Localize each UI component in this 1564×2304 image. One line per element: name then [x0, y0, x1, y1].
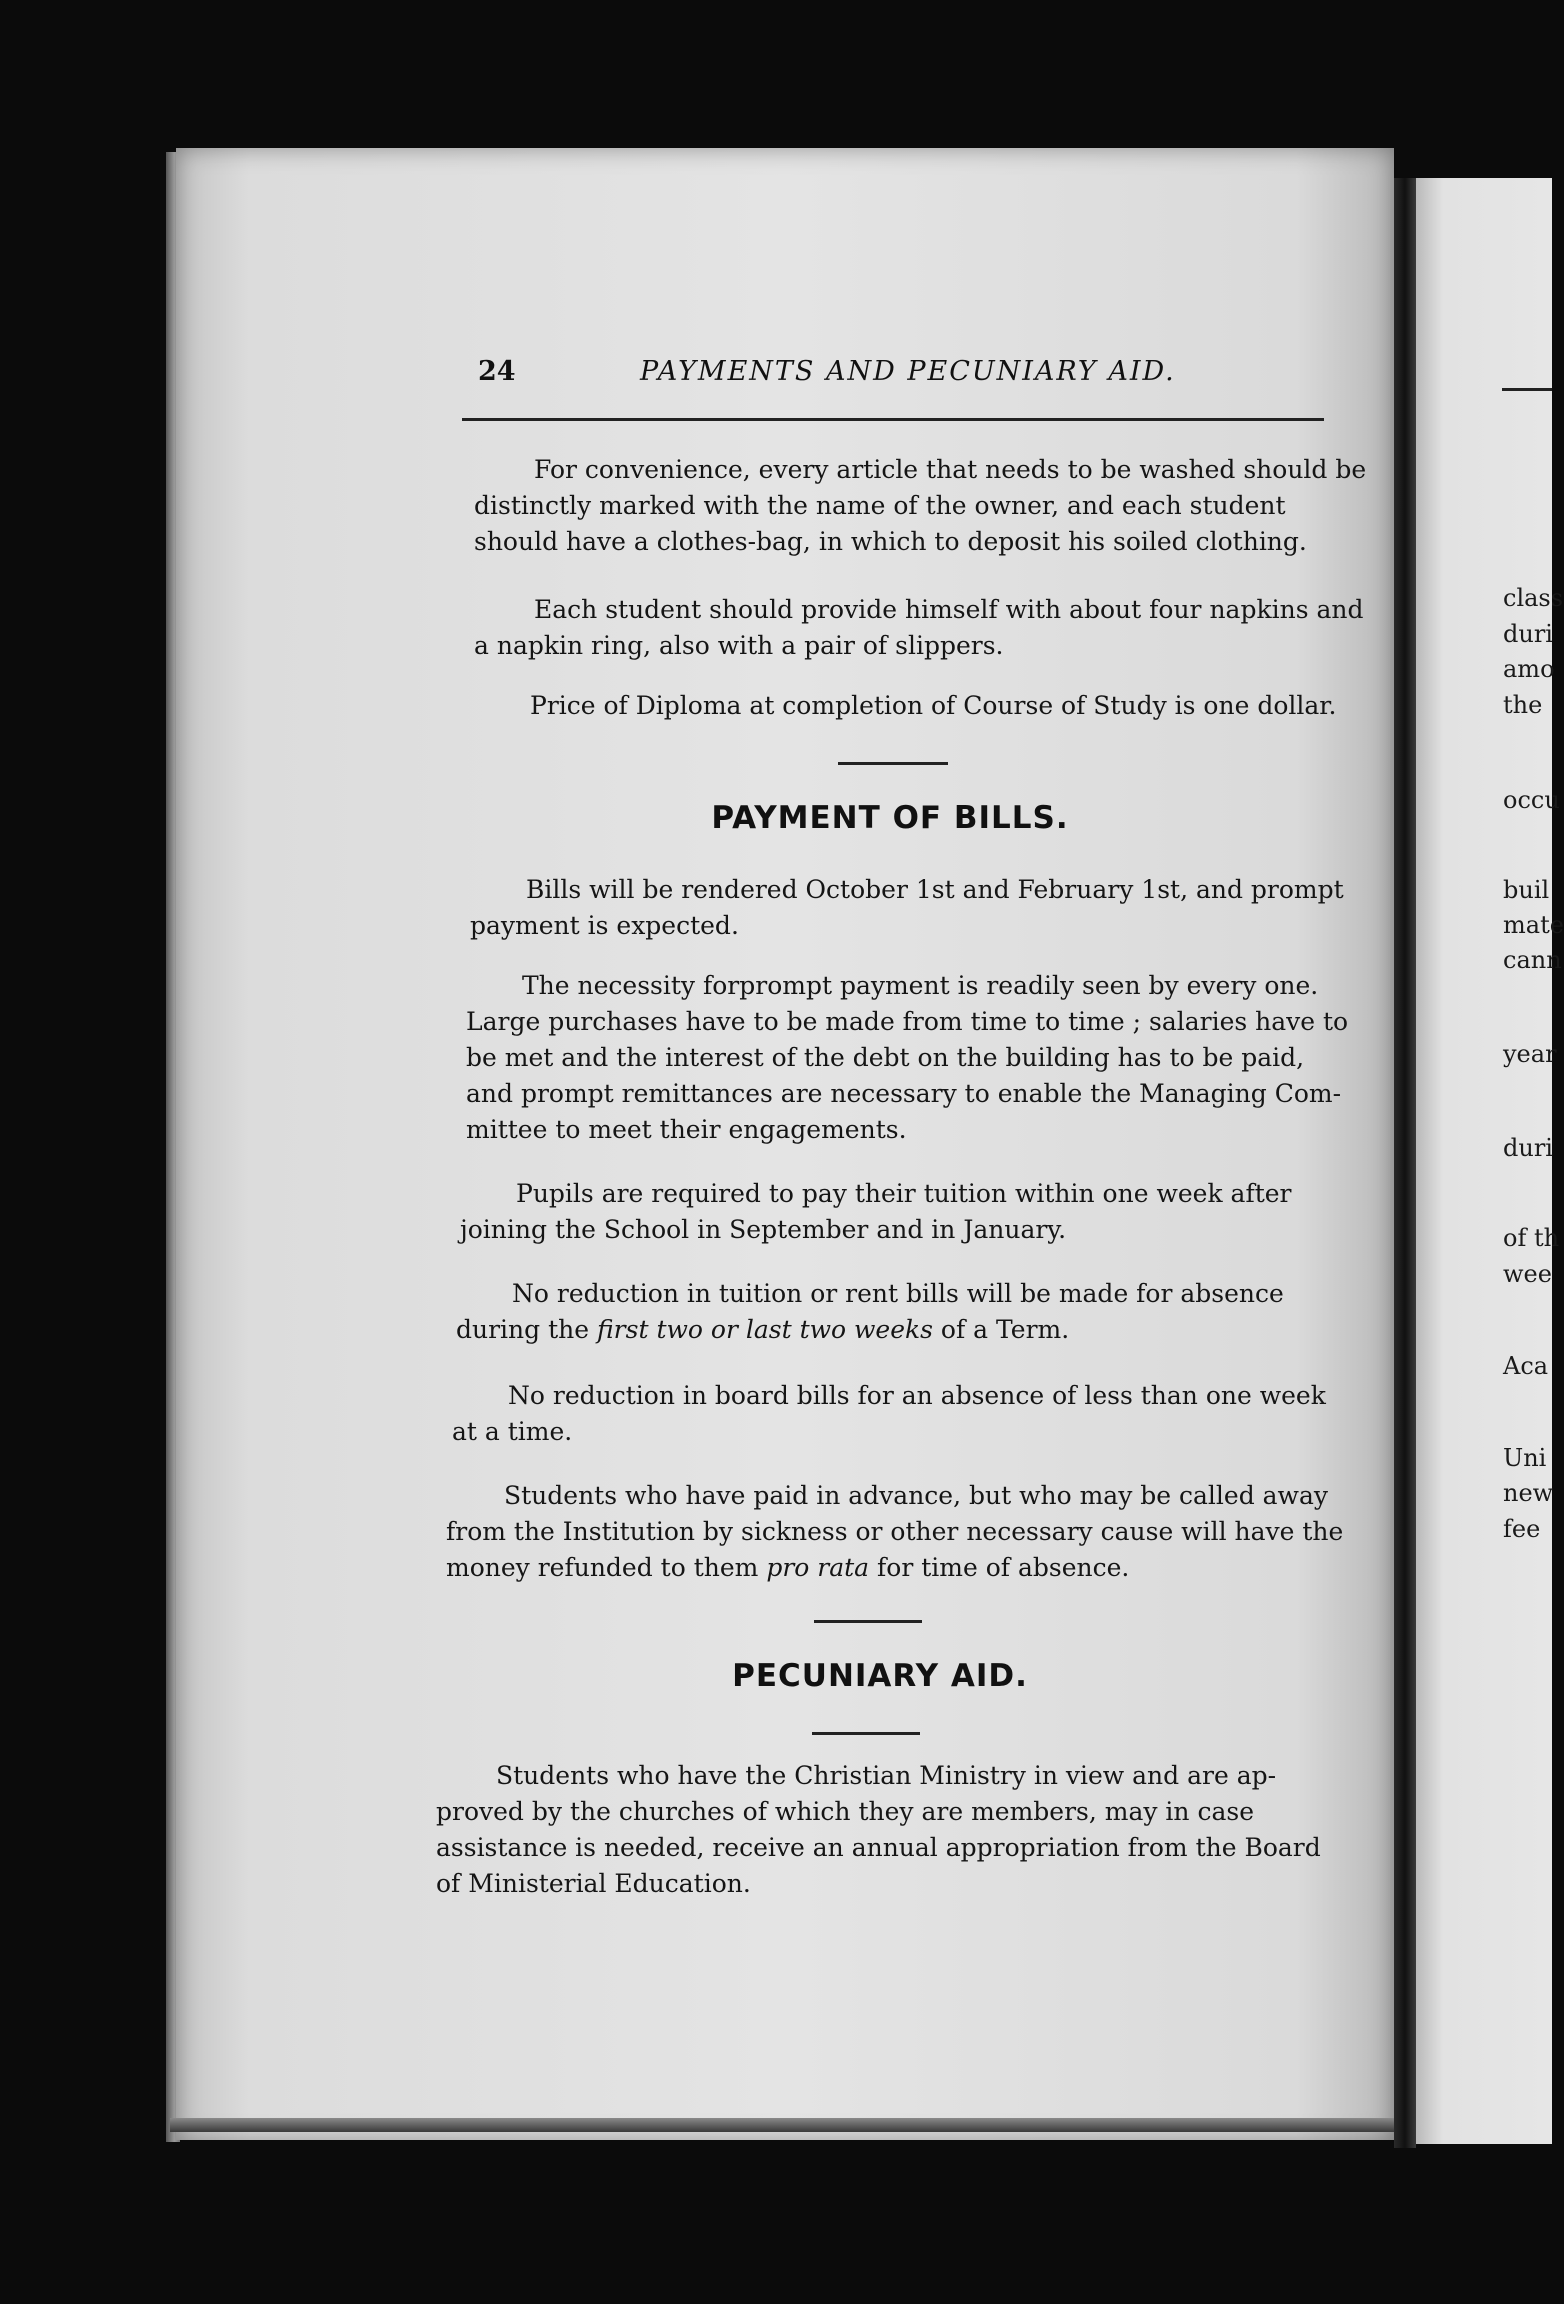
adjacent-fragment: buil — [1503, 876, 1550, 904]
paragraph-napkins — [474, 592, 1364, 664]
text-line: distinctly marked with the name of the owner, and each student — [474, 491, 1286, 520]
section-divider — [838, 762, 948, 765]
paragraph-diploma — [474, 688, 1337, 724]
adjacent-fragment: amo — [1503, 655, 1555, 683]
page-bottom-edge — [170, 2118, 1395, 2132]
adjacent-fragment: of th — [1503, 1224, 1560, 1252]
text-line: No reduction in board bills for an absence of less than one week — [508, 1381, 1326, 1410]
text-line: mittee to meet their engagements. — [466, 1115, 907, 1144]
text-line: assistance is needed, receive an annual appropriation from the Board — [436, 1833, 1321, 1862]
adjacent-page-rule — [1502, 388, 1552, 391]
text-line — [456, 1312, 1326, 1348]
paragraph-laundry — [474, 452, 1367, 560]
adjacent-fragment: year — [1503, 1040, 1557, 1068]
text-line: No reduction in tuition or rent bills will be made for absence — [512, 1279, 1284, 1308]
text-line: Pupils are required to pay their tuition within one week after — [516, 1179, 1292, 1208]
paragraph-refund — [446, 1478, 1344, 1586]
book-gutter — [1394, 178, 1416, 2148]
page-number: 24 — [478, 356, 516, 387]
adjacent-fragment: cann — [1503, 946, 1562, 974]
text-line: at a time. — [452, 1417, 573, 1446]
header-rule — [462, 418, 1324, 421]
text-line — [446, 1550, 1324, 1586]
text-line: Bills will be rendered October 1st and February 1st, and prompt — [526, 875, 1344, 904]
paragraph-bills-rendered — [470, 872, 1344, 944]
section-heading-payment-of-bills: PAYMENT OF BILLS. — [711, 800, 1069, 836]
text-line: The necessity forprompt payment is readily seen by every one. — [522, 971, 1319, 1000]
text-line: and prompt remittances are necessary to enable the Managing Com- — [466, 1079, 1342, 1108]
adjacent-fragment: Aca — [1503, 1352, 1549, 1380]
adjacent-fragment: duri — [1503, 1134, 1553, 1162]
adjacent-fragment: duri — [1503, 620, 1553, 648]
text-line: should have a clothes-bag, in which to deposit his soiled clothing. — [474, 527, 1307, 556]
paragraph-ministry — [436, 1758, 1320, 1902]
adjacent-fragment: occu — [1503, 786, 1560, 814]
text-line: a napkin ring, also with a pair of slippers. — [474, 631, 1004, 660]
text-line: For convenience, every article that needs to be washed should be — [534, 455, 1367, 484]
adjacent-fragment: new — [1503, 1479, 1554, 1507]
paragraph-tuition — [460, 1176, 1326, 1248]
section-divider — [812, 1732, 920, 1735]
adjacent-fragment: the — [1503, 691, 1543, 719]
text-fragment: during the — [456, 1315, 597, 1344]
text-fragment: money refunded to them — [446, 1553, 767, 1582]
text-line: Students who have the Christian Ministry in view and are ap- — [496, 1761, 1277, 1790]
text-line: Each student should provide himself with about four napkins and — [534, 595, 1364, 624]
text-line: of Ministerial Education. — [436, 1869, 751, 1898]
paragraph-reduction-board — [452, 1378, 1324, 1450]
text-line: Students who have paid in advance, but who may be called away — [504, 1481, 1328, 1510]
text-fragment: for time of absence. — [869, 1553, 1130, 1582]
text-line: be met and the interest of the debt on the building has to be paid, — [466, 1043, 1305, 1072]
paragraph-reduction-tuition — [456, 1276, 1326, 1348]
adjacent-fragment: mate — [1503, 911, 1564, 939]
text-line: proved by the churches of which they are members, may in case — [436, 1797, 1255, 1826]
text-fragment: of a Term. — [932, 1315, 1070, 1344]
adjacent-fragment: Uni — [1503, 1444, 1547, 1472]
text-line: payment is expected. — [470, 911, 739, 940]
section-divider — [814, 1620, 922, 1623]
running-title: PAYMENTS AND PECUNIARY AID. — [640, 356, 1176, 387]
adjacent-fragment: class — [1503, 584, 1564, 612]
text-line: Large purchases have to be made from time to time ; salaries have to — [466, 1007, 1349, 1036]
emphasized-text: first two or last two weeks — [597, 1315, 933, 1344]
section-heading-pecuniary-aid: PECUNIARY AID. — [732, 1658, 1028, 1694]
adjacent-fragment: wee — [1503, 1260, 1552, 1288]
paragraph-necessity — [466, 968, 1349, 1148]
text-line: joining the School in September and in January. — [460, 1215, 1067, 1244]
text-line: Price of Diploma at completion of Course of Study is one dollar. — [530, 691, 1337, 720]
emphasized-text: pro rata — [766, 1553, 870, 1582]
adjacent-fragment: fee — [1503, 1515, 1541, 1543]
text-line: from the Institution by sickness or other necessary cause will have the — [446, 1517, 1344, 1546]
